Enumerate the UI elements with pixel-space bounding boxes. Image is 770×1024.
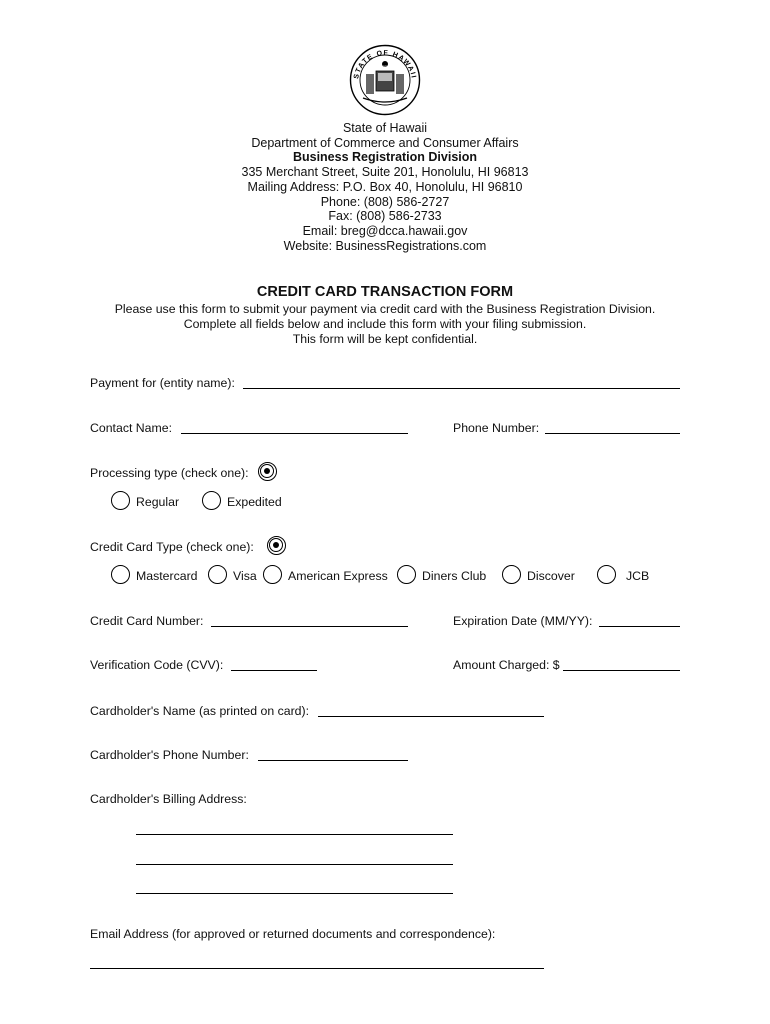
intro-line-3: This form will be kept confidential. xyxy=(292,331,478,346)
card-amex-radio[interactable] xyxy=(263,565,282,584)
cardholder-phone-label: Cardholder's Phone Number: xyxy=(90,748,249,762)
card-visa-label: Visa xyxy=(233,569,257,583)
payment-for-label: Payment for (entity name): xyxy=(90,376,235,390)
form-intro xyxy=(0,302,770,346)
card-mastercard-radio[interactable] xyxy=(111,565,130,584)
processing-expedited-radio[interactable] xyxy=(202,491,221,510)
cardholder-name-label: Cardholder's Name (as printed on card): xyxy=(90,704,310,718)
phone-number-label: Phone Number: xyxy=(453,421,540,435)
card-number-field[interactable] xyxy=(211,626,408,627)
card-type-radio-selected[interactable] xyxy=(267,536,286,555)
agency-header xyxy=(0,121,770,253)
header-fax: Fax: (808) 586-2733 xyxy=(328,209,442,224)
cardholder-phone-field[interactable] xyxy=(258,760,408,761)
billing-address-line-1[interactable] xyxy=(136,834,453,835)
expiration-field[interactable] xyxy=(599,626,680,627)
card-jcb-label: JCB xyxy=(626,569,650,583)
processing-type-label: Processing type (check one): xyxy=(90,466,249,480)
card-visa-radio[interactable] xyxy=(208,565,227,584)
billing-address-label: Cardholder's Billing Address: xyxy=(90,792,247,806)
card-amex-label: American Express xyxy=(288,569,388,583)
contact-name-field[interactable] xyxy=(181,433,408,434)
card-discover-label: Discover xyxy=(527,569,575,583)
header-state: State of Hawaii xyxy=(342,121,428,135)
header-department: Department of Commerce and Consumer Affairs xyxy=(251,135,519,150)
header-street-address: 335 Merchant Street, Suite 201, Honolulu, HI 96813 xyxy=(241,165,529,180)
cardholder-name-field[interactable] xyxy=(318,716,544,717)
email-field[interactable] xyxy=(90,968,544,969)
card-diners-radio[interactable] xyxy=(397,565,416,584)
amount-label: Amount Charged: $ xyxy=(453,658,560,672)
processing-regular-radio[interactable] xyxy=(111,491,130,510)
phone-number-field[interactable] xyxy=(545,433,680,434)
form-title: CREDIT CARD TRANSACTION FORM xyxy=(256,284,514,300)
processing-regular-label: Regular xyxy=(136,495,180,509)
card-discover-radio[interactable] xyxy=(502,565,521,584)
header-website: Website: BusinessRegistrations.com xyxy=(283,238,487,253)
expiration-label: Expiration Date (MM/YY): xyxy=(453,614,593,628)
processing-type-radio-selected[interactable] xyxy=(258,462,277,481)
intro-line-2: Complete all fields below and include this form with your filing submission. xyxy=(183,316,587,331)
payment-for-field[interactable] xyxy=(243,388,680,389)
seal-text: STATE OF HAWAII xyxy=(353,49,417,80)
card-type-label: Credit Card Type (check one): xyxy=(90,540,254,554)
amount-field[interactable] xyxy=(563,670,680,671)
header-division: Business Registration Division xyxy=(292,150,478,165)
billing-address-line-3[interactable] xyxy=(136,893,453,894)
card-number-label: Credit Card Number: xyxy=(90,614,204,628)
state-seal-icon xyxy=(349,44,421,116)
email-label: Email Address (for approved or returned documents and correspondence): xyxy=(90,927,496,941)
card-jcb-radio[interactable] xyxy=(597,565,616,584)
cvv-label: Verification Code (CVV): xyxy=(90,658,224,672)
cvv-field[interactable] xyxy=(231,670,317,671)
card-mastercard-label: Mastercard xyxy=(136,569,198,583)
seal-year: 1959 xyxy=(380,64,390,69)
header-email: Email: breg@dcca.hawaii.gov xyxy=(302,223,468,238)
billing-address-line-2[interactable] xyxy=(136,864,453,865)
processing-expedited-label: Expedited xyxy=(227,495,282,509)
header-phone: Phone: (808) 586-2727 xyxy=(320,194,450,209)
header-mailing-address: Mailing Address: P.O. Box 40, Honolulu, HI 96810 xyxy=(247,179,523,194)
contact-name-label: Contact Name: xyxy=(90,421,173,435)
intro-line-1: Please use this form to submit your payment via credit card with the Business Registration Division. xyxy=(114,302,656,316)
card-diners-label: Diners Club xyxy=(422,569,487,583)
